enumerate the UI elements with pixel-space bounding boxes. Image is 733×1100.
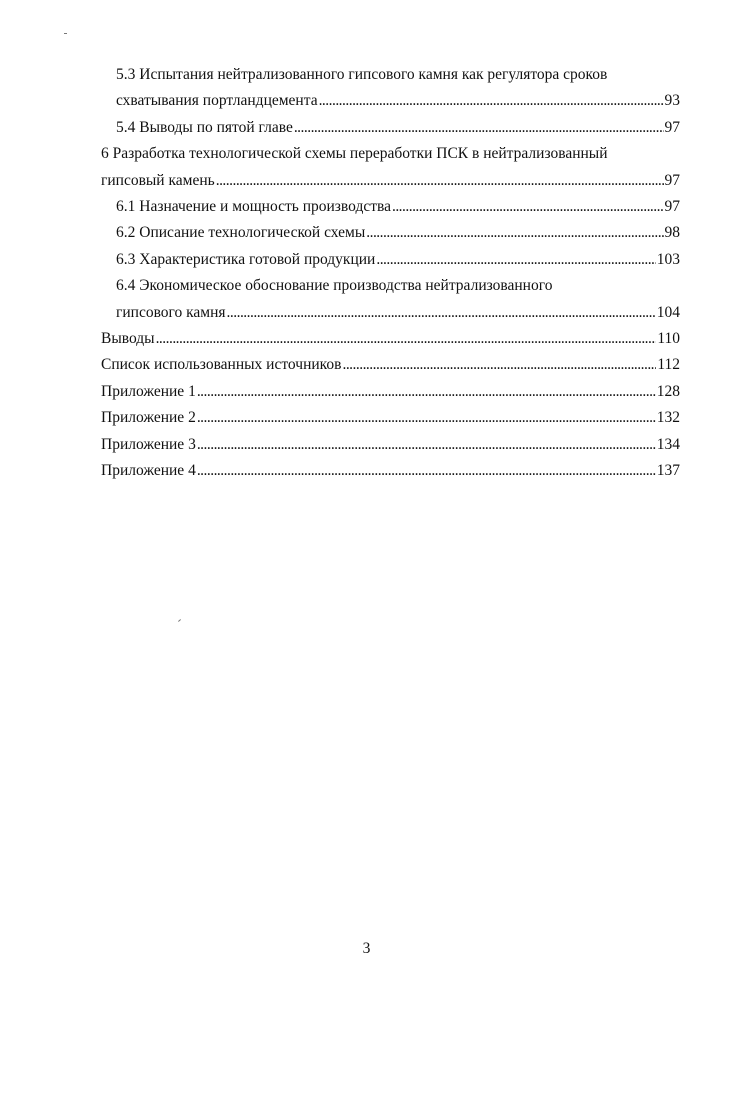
- toc-entry[interactable]: [101, 379, 680, 405]
- toc-entry-title: схватывания портландцемента: [116, 92, 318, 110]
- toc-entry-title: Приложение 1: [101, 382, 196, 400]
- toc-entry-title: 5.4 Выводы по пятой главе: [116, 118, 293, 136]
- toc-entry-title: Выводы: [101, 330, 155, 348]
- toc-entry-leader-line: [116, 247, 680, 273]
- toc-entry[interactable]: [101, 326, 680, 352]
- toc-entry[interactable]: [101, 220, 680, 246]
- table-of-contents: [101, 62, 680, 485]
- toc-entry[interactable]: [101, 115, 680, 141]
- toc-entry-title-line: 6.4 Экономическое обоснование производства нейтрализованного: [116, 277, 553, 295]
- dot-leader: [366, 220, 663, 246]
- toc-entry-page-number: 110: [657, 330, 680, 348]
- toc-entry-title: Приложение 4: [101, 462, 196, 480]
- toc-entry-page-number: 103: [656, 250, 680, 268]
- dot-leader: [392, 194, 664, 220]
- toc-entry-leader-line: [116, 194, 680, 220]
- toc-entry[interactable]: [101, 194, 680, 220]
- toc-entry[interactable]: [101, 458, 680, 484]
- toc-entry-page-number: 134: [656, 435, 680, 453]
- toc-entry-title: 6.3 Характеристика готовой продукции: [116, 250, 376, 268]
- toc-entry[interactable]: [101, 62, 680, 115]
- toc-entry-title: Приложение 3: [101, 435, 196, 453]
- toc-entry-page-number: 97: [664, 198, 680, 216]
- toc-entry-leader-line: [101, 326, 680, 352]
- toc-entry-leader-line: [101, 379, 680, 405]
- dot-leader: [156, 326, 657, 352]
- toc-entry-page-number: 104: [656, 303, 680, 321]
- toc-entry-title: гипсового камня: [116, 303, 226, 321]
- toc-entry-leader-line: [116, 220, 680, 246]
- toc-entry-page-number: 93: [664, 92, 680, 110]
- toc-entry[interactable]: [101, 352, 680, 378]
- toc-entry-title: 6.1 Назначение и мощность производства: [116, 198, 391, 216]
- toc-entry[interactable]: [101, 141, 680, 194]
- toc-entry[interactable]: [101, 247, 680, 273]
- toc-entry-leader-line: [101, 352, 680, 378]
- dot-leader: [294, 115, 664, 141]
- toc-entry[interactable]: [101, 432, 680, 458]
- toc-entry-title-line: 5.3 Испытания нейтрализованного гипсового камня как регулятора сроков: [116, 66, 608, 83]
- page-number: 3: [362, 940, 371, 957]
- toc-entry-leader-line: [101, 458, 680, 484]
- toc-entry-title: гипсовый камень: [101, 171, 215, 189]
- scan-speck: [178, 619, 181, 622]
- toc-entry[interactable]: [101, 273, 680, 326]
- toc-entry-leader-line: [101, 432, 680, 458]
- toc-entry-page-number: 98: [664, 224, 680, 242]
- dot-leader: [197, 458, 656, 484]
- toc-entry-leader-line: [116, 115, 680, 141]
- dot-leader: [227, 300, 656, 326]
- toc-entry-leader-line: [101, 405, 680, 431]
- toc-entry-title: 6.2 Описание технологической схемы: [116, 224, 366, 242]
- toc-entry-page-number: 132: [656, 409, 680, 427]
- toc-entry-title: Приложение 2: [101, 409, 196, 427]
- scan-speck: [64, 33, 67, 34]
- dot-leader: [342, 352, 656, 378]
- dot-leader: [197, 379, 656, 405]
- toc-entry-title: Список использованных источников: [101, 356, 342, 374]
- dot-leader: [376, 247, 655, 273]
- toc-entry-page-number: 97: [664, 118, 680, 136]
- dot-leader: [319, 88, 664, 114]
- toc-entry-page-number: 128: [656, 382, 680, 400]
- toc-entry-leader-line: [101, 168, 680, 194]
- dot-leader: [197, 432, 656, 458]
- toc-entry[interactable]: [101, 405, 680, 431]
- dot-leader: [197, 405, 656, 431]
- toc-entry-leader-line: [116, 300, 680, 326]
- toc-entry-page-number: 137: [656, 462, 680, 480]
- toc-entry-page-number: 112: [657, 356, 680, 374]
- dot-leader: [216, 168, 664, 194]
- toc-entry-leader-line: [116, 88, 680, 114]
- toc-entry-page-number: 97: [664, 171, 680, 189]
- toc-entry-title-line: 6 Разработка технологической схемы переработки ПСК в нейтрализованный: [101, 145, 608, 163]
